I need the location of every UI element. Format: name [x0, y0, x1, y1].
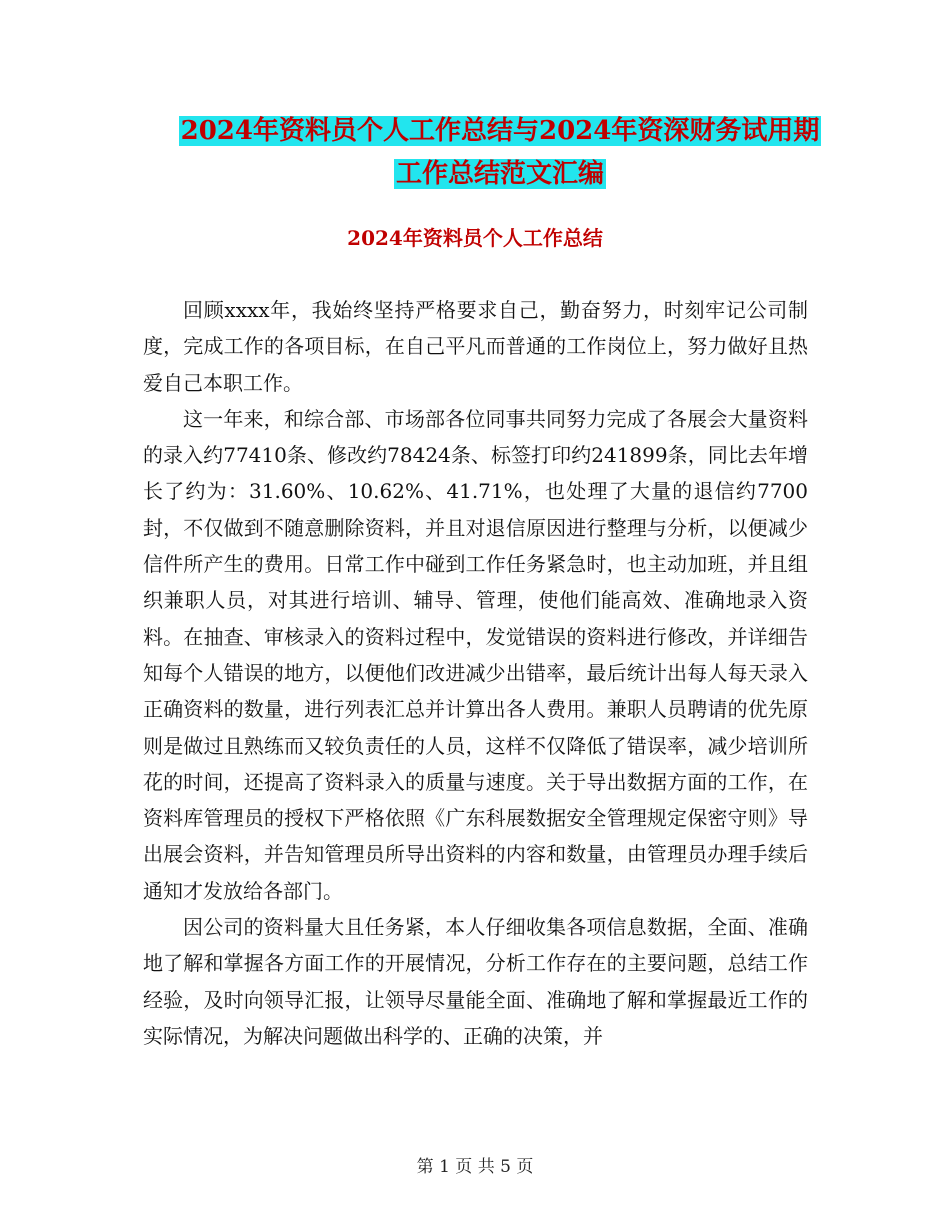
section-heading: 2024年资料员个人工作总结	[347, 226, 603, 250]
paragraph: 因公司的资料量大且任务紧，本人仔细收集各项信息数据，全面、准确地了解和掌握各方面工作的开展情况，分析工作存在的主要问题，总结工作经验，及时向领导汇报，让领导尽量能全面、准确地了解和掌握最近工作的实际情况，为解决问题做出科学的、正确的决策，并	[143, 915, 808, 1048]
title-highlight: 工作总结范文汇编	[395, 159, 604, 189]
paragraph: 这一年来，和综合部、市场部各位同事共同努力完成了各展会大量资料的录入约77410条、修改约78424条、标签打印约241899条，同比去年增长了约为：31.60%、10.62%、41.71%，也处理了大量的退信约7700封，不仅做到不随意删除资料，并且对退信原因进行整理与分析，以便减少信件所产生的费用。日常工作中碰到工作任务紧急时，也主动加班，并且组织兼职人员，对其进行培训、辅导、管理，使他们能高效、准确地录入资料。在抽查、审核录入的资料过程中，发觉错误的资料进行修改，并详细告知每个人错误的地方，以便他们改进减少出错率，最后统计出每人每天录入正确资料的数量，进行列表汇总并计算出各人费用。兼职人员聘请的优先原则是做过且熟练而又较负责任的人员，这样不仅降低了错误率，减少培训所花的时间，还提高了资料录入的质量与速度。关于导出数据方面的工作，在资料库管理员的授权下严格依照《广东科展数据安全管理规定保密守则》导出展会资料，并告知管理员所导出资料的内容和数量，由管理员办理手续后通知才发放给各部门。	[143, 406, 808, 903]
page-indicator: 第 1 页 共 5 页	[416, 1157, 534, 1177]
document-title-line-2	[140, 153, 860, 195]
document-body	[143, 292, 808, 1054]
document-title-line-1	[140, 110, 860, 152]
title-highlight: 2024年资料员个人工作总结与2024年资深财务试用期	[180, 116, 820, 146]
paragraph: 回顾xxxx年，我始终坚持严格要求自己，勤奋努力，时刻牢记公司制度，完成工作的各项目标，在自己平凡而普通的工作岗位上，努力做好且热爱自己本职工作。	[143, 298, 808, 395]
